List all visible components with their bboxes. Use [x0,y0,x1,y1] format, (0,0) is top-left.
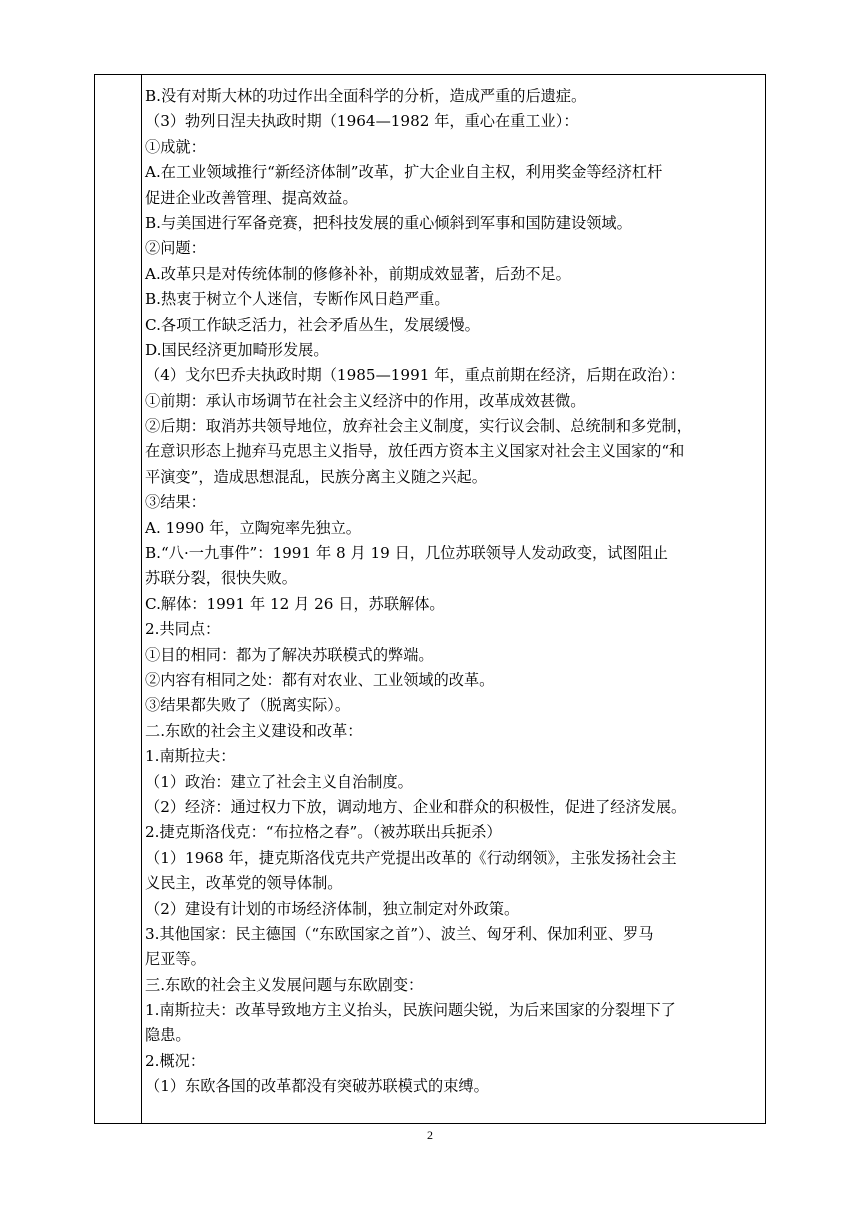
text-line: 隐患。 [145,1026,191,1045]
text-line: ③结果都失败了（脱离实际）。 [145,696,351,715]
text-line: C.解体：1991 年 12 月 26 日，苏联解体。 [145,594,445,613]
text-line: ③结果： [145,493,206,512]
text-line: 3.其他国家：民主德国（“东欧国家之首”）、波兰、匈牙利、保加利亚、罗马 [145,924,654,943]
text-line: B.“八·一九事件”：1991 年 8 月 19 日，几位苏联领导人发动政变，试图阻止 [145,544,668,563]
text-line: D.国民经济更加畸形发展。 [145,340,329,359]
text-line: 义民主，改革党的领导体制。 [145,874,343,893]
text-line: ②内容有相同之处：都有对农业、工业领域的改革。 [145,670,495,689]
text-line: 2.概况： [145,1051,206,1070]
text-line: ②问题： [145,239,206,258]
text-line: （3）勃列日涅夫执政时期（1964—1982 年，重心在重工业）： [145,112,579,131]
text-line: （2）经济：通过权力下放，调动地方、企业和群众的积极性，促进了经济发展。 [145,797,687,816]
text-line: B.热衷于树立个人迷信，专断作风日趋严重。 [145,290,450,309]
text-line: 促进企业改善管理、提高效益。 [145,188,358,207]
text-line: 三.东欧的社会主义发展问题与东欧剧变： [145,975,424,994]
document-content [145,84,760,1100]
text-line: A.改革只是对传统体制的修修补补，前期成效显著，后劲不足。 [145,264,571,283]
text-line: （2）建设有计划的市场经济体制，独立制定对外政策。 [145,899,520,918]
text-line: （1）1968 年，捷克斯洛伐克共产党提出改革的《行动纲领》，主张发扬社会主 [145,848,677,867]
text-line: ①目的相同：都为了解决苏联模式的弊端。 [145,645,434,664]
text-line: B.与美国进行军备竞赛，把科技发展的重心倾斜到军事和国防建设领域。 [145,213,632,232]
text-line: ①成就： [145,137,206,156]
table-left-column [95,75,142,1123]
text-line: （4）戈尔巴乔夫执政时期（1985—1991 年，重点前期在经济，后期在政治）： [145,366,685,385]
text-line: 1.南斯拉夫： [145,747,236,766]
text-line: 苏联分裂，很快失败。 [145,569,297,588]
text-line: A. 1990 年，立陶宛率先独立。 [145,518,361,537]
text-line: （1）东欧各国的改革都没有突破苏联模式的束缚。 [145,1077,489,1096]
text-line: 1.南斯拉夫：改革导致地方主义抬头，民族问题尖锐，为后来国家的分裂埋下了 [145,1001,676,1020]
text-line: B.没有对斯大林的功过作出全面科学的分析，造成严重的后遗症。 [145,87,587,105]
text-line: 在意识形态上抛弃马克思主义指导，放任西方资本主义国家对社会主义国家的“和 [145,442,685,461]
text-line: C.各项工作缺乏活力，社会矛盾丛生，发展缓慢。 [145,315,480,334]
text-line: 二.东欧的社会主义建设和改革： [145,721,363,740]
text-line: ①前期：承认市场调节在社会主义经济中的作用，改革成效甚微。 [145,391,586,410]
text-line: 平演变”，造成思想混乱，民族分离主义随之兴起。 [145,467,487,486]
text-line: （1）政治：建立了社会主义自治制度。 [145,772,413,791]
text-line: 2.共同点： [145,620,221,639]
text-line: A.在工业领域推行“新经济体制”改革，扩大企业自主权，利用奖金等经济杠杆 [145,163,663,182]
text-line: 2.捷克斯洛伐克：“布拉格之春”。（被苏联出兵扼杀） [145,823,502,842]
text-line: 尼亚等。 [145,950,206,969]
text-line: ②后期：取消苏共领导地位，放弃社会主义制度，实行议会制、总统制和多党制， [145,417,692,436]
page-number: 2 [427,1128,433,1142]
